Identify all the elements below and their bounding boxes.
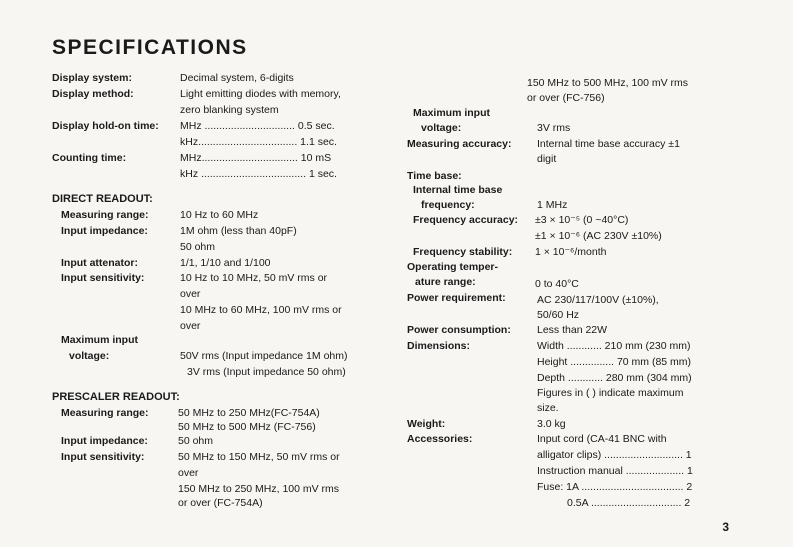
prescaler-range-label: Measuring range: — [61, 407, 149, 419]
display-method-label: Display method: — [52, 88, 134, 100]
dimensions-height: Height ............... 70 mm (85 mm) — [537, 356, 692, 368]
accessories-value-4: Fuse: 1A ................................... 2 — [537, 481, 693, 493]
direct-range-label: Measuring range: — [61, 209, 149, 221]
measuring-accuracy-value-1: Internal time base accuracy ±1 — [537, 138, 680, 150]
prescaler-sensitivity-value-4: or over (FC-754A) — [178, 497, 263, 509]
display-method-value-1: Light emitting diodes with memory, — [180, 88, 341, 100]
prescaler-readout-heading: PRESCALER READOUT: — [52, 391, 180, 403]
hold-on-khz: kHz.................................. 1.1 sec. — [180, 136, 337, 148]
prescaler-impedance-label: Input impedance: — [61, 435, 148, 447]
direct-max-input-label-1: Maximum input — [61, 334, 139, 346]
prescaler-continued-1: 150 MHz to 500 MHz, 100 mV rms — [527, 77, 689, 89]
dimensions-note-2: size. — [537, 402, 559, 414]
prescaler-range-value-1: 50 MHz to 250 MHz(FC-754A) — [178, 407, 320, 419]
prescaler-range-value-2: 50 MHz to 500 MHz (FC-756) — [178, 421, 316, 433]
prescaler-impedance-value: 50 ohm — [178, 435, 214, 447]
direct-sensitivity-label: Input sensitivity: — [61, 272, 145, 284]
power-consumption-label: Power consumption: — [407, 324, 511, 336]
time-base-heading: Time base: — [407, 170, 462, 182]
display-system-value: Decimal system, 6-digits — [180, 72, 294, 84]
operating-temp-label-2: ature range: — [415, 276, 476, 288]
direct-readout-heading: DIRECT READOUT: — [52, 193, 153, 205]
right-max-input-label-1: Maximum input — [413, 107, 491, 119]
accessories-value-5: 0.5A ............................... 2 — [567, 497, 691, 509]
dimensions-label: Dimensions: — [407, 340, 471, 352]
direct-sensitivity-value-1: 10 Hz to 10 MHz, 50 mV rms or — [180, 272, 328, 284]
power-requirement-value-1: AC 230/117/100V (±10%), — [537, 294, 659, 306]
right-max-input-value: 3V rms — [537, 122, 571, 134]
accessories-label: Accessories: — [407, 433, 473, 445]
frequency-stability-value: 1 × 10⁻⁶/month — [535, 246, 607, 258]
measuring-accuracy-label: Measuring accuracy: — [407, 138, 512, 150]
dimensions-note-1: Figures in ( ) indicate maximum — [537, 387, 684, 399]
direct-max-input-label-2: voltage: — [69, 350, 110, 362]
prescaler-sensitivity-value-1: 50 MHz to 150 MHz, 50 mV rms or — [178, 451, 340, 463]
right-max-input-label-2: voltage: — [421, 122, 462, 134]
counting-time-mhz: MHz................................. 10 mS — [180, 152, 332, 164]
direct-max-input-value-1: 50V rms (Input impedance 1M ohm) — [180, 350, 348, 362]
dimensions-depth: Depth ............ 280 mm (304 mm) — [537, 372, 692, 384]
measuring-accuracy-value-2: digit — [537, 153, 557, 165]
prescaler-sensitivity-value-3: 150 MHz to 250 MHz, 100 mV rms — [178, 483, 340, 495]
counting-time-khz: kHz .................................... 1 sec. — [180, 168, 337, 180]
weight-value: 3.0 kg — [537, 418, 566, 430]
weight-label: Weight: — [407, 418, 446, 430]
hold-on-mhz: MHz ............................... 0.5 sec. — [180, 120, 335, 132]
hold-on-label: Display hold-on time: — [52, 120, 159, 132]
power-consumption-value: Less than 22W — [537, 324, 608, 336]
direct-impedance-value-1: 1M ohm (less than 40pF) — [180, 225, 297, 237]
frequency-accuracy-value-1: ±3 × 10⁻⁵ (0 ~40°C) — [535, 214, 629, 226]
counting-time-label: Counting time: — [52, 152, 127, 164]
prescaler-sensitivity-value-2: over — [178, 467, 199, 479]
frequency-stability-label: Frequency stability: — [413, 246, 513, 258]
operating-temp-label-1: Operating temper- — [407, 261, 499, 273]
prescaler-sensitivity-label: Input sensitivity: — [61, 451, 145, 463]
power-requirement-value-2: 50/60 Hz — [537, 309, 580, 321]
display-system-label: Display system: — [52, 72, 132, 84]
accessories-value-3: Instruction manual .................... 1 — [537, 465, 693, 477]
display-method-value-2: zero blanking system — [180, 104, 279, 116]
direct-max-input-value-2: 3V rms (Input impedance 50 ohm) — [187, 366, 346, 378]
frequency-accuracy-label: Frequency accuracy: — [413, 214, 519, 226]
direct-attenator-label: Input attenator: — [61, 257, 138, 269]
operating-temp-value: 0 to 40°C — [535, 278, 579, 290]
accessories-value-1: Input cord (CA-41 BNC with — [537, 433, 667, 445]
internal-time-base-label-1: Internal time base — [413, 184, 503, 196]
direct-impedance-label: Input impedance: — [61, 225, 148, 237]
internal-time-base-label-2: frequency: — [421, 199, 475, 211]
direct-range-value: 10 Hz to 60 MHz — [180, 209, 259, 221]
power-requirement-label: Power requirement: — [407, 292, 506, 304]
direct-sensitivity-value-4: over — [180, 320, 201, 332]
internal-time-base-value: 1 MHz — [537, 199, 568, 211]
direct-attenator-value: 1/1, 1/10 and 1/100 — [180, 257, 271, 269]
accessories-value-2: alligator clips) ........................... 1 — [537, 449, 692, 461]
page-title: SPECIFICATIONS — [52, 36, 248, 59]
dimensions-width: Width ............ 210 mm (230 mm) — [537, 340, 691, 352]
direct-sensitivity-value-3: 10 MHz to 60 MHz, 100 mV rms or — [180, 304, 342, 316]
frequency-accuracy-value-2: ±1 × 10⁻⁶ (AC 230V ±10%) — [535, 230, 662, 242]
prescaler-continued-2: or over (FC-756) — [527, 92, 605, 104]
page-number: 3 — [722, 520, 729, 534]
direct-impedance-value-2: 50 ohm — [180, 241, 216, 253]
direct-sensitivity-value-2: over — [180, 288, 201, 300]
